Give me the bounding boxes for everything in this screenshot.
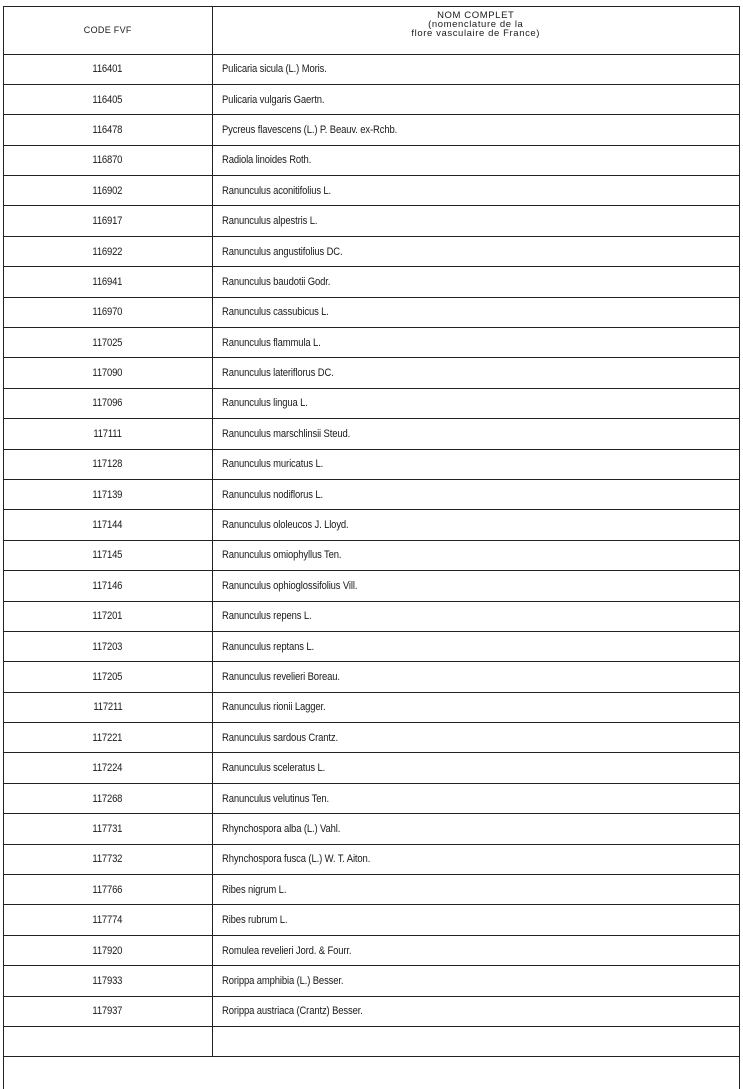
cell-code [4,449,212,479]
column-header-name-subtitle-1: (nomenclature de la [428,19,524,30]
species-name: Rorippa amphibia (L.) Besser. [221,974,343,987]
header-row [4,7,739,54]
cell-name [212,358,739,388]
species-name: Rhynchospora fusca (L.) W. T. Aiton. [221,853,370,866]
cell-name [212,84,739,114]
table-row [4,145,739,175]
code-value: 116405 [92,93,123,106]
table-row [4,176,739,206]
table-row [4,753,739,783]
cell-name [212,54,739,84]
table-row [4,115,739,145]
cell-name [212,449,739,479]
table-row [4,540,739,570]
cell-code [4,388,212,418]
code-value: 117128 [92,458,123,471]
table-row [4,631,739,661]
species-name: Ranunculus muricatus L. [221,458,323,471]
table-row [4,479,739,509]
species-table [4,7,739,1057]
code-value: 117774 [92,914,123,927]
table-row [4,601,739,631]
species-name: Romulea revelieri Jord. & Fourr. [221,944,351,957]
cell-code [4,84,212,114]
cell-code [4,419,212,449]
table-row [4,662,739,692]
code-value: 117025 [92,336,123,349]
table-row [4,996,739,1026]
cell-code [4,540,212,570]
code-value: 117920 [92,944,123,957]
species-name: Ranunculus ololeucos J. Lloyd. [221,519,349,532]
species-name: Radiola linoides Roth. [221,154,311,167]
code-value: 117211 [93,701,123,714]
cell-name [212,206,739,236]
cell-name [212,388,739,418]
code-value: 117933 [92,974,123,987]
cell-name [212,996,739,1026]
code-value: 117146 [92,579,123,592]
species-name: Ranunculus alpestris L. [221,215,317,228]
table-header [4,7,739,54]
species-name: Pulicaria vulgaris Gaertn. [221,93,324,106]
code-value: 117203 [92,640,123,653]
code-value: 117096 [92,397,123,410]
species-name: Ranunculus marschlinsii Steud. [221,427,350,440]
table-row [4,54,739,84]
table-row [4,723,739,753]
table-row [4,206,739,236]
cell-name [212,479,739,509]
table-row [4,328,739,358]
species-name: Ranunculus reptans L. [221,640,314,653]
table-row [4,510,739,540]
cell-code [4,723,212,753]
table-row [4,419,739,449]
cell-name [212,662,739,692]
cell-code [4,206,212,236]
cell-name [212,935,739,965]
column-header-name [212,7,739,54]
code-value: 116401 [92,63,123,76]
table-row [4,571,739,601]
cell-name [212,966,739,996]
table-row [4,935,739,965]
column-header-code: CODE FVF [4,7,212,54]
species-name: Ranunculus flammula L. [221,336,321,349]
cell-code [4,236,212,266]
cell-name [212,783,739,813]
cell-name [212,328,739,358]
cell-code [4,571,212,601]
code-value: 117766 [92,883,123,896]
cell-name [212,844,739,874]
species-name: Ranunculus revelieri Boreau. [221,671,340,683]
cell-name [212,267,739,297]
table-row [4,966,739,996]
code-value: 117111 [93,427,122,440]
code-value: 117224 [92,762,123,775]
species-name: Ranunculus cassubicus L. [221,306,329,319]
code-value: 117201 [92,610,123,623]
code-value: 117937 [92,1005,123,1018]
cell-name [212,145,739,175]
cell-name [212,875,739,905]
cell-name [212,510,739,540]
cell-name [212,814,739,844]
table-row [4,388,739,418]
cell-code [4,1027,212,1057]
cell-name [212,1027,739,1057]
table-row [4,358,739,388]
cell-name [212,601,739,631]
species-name: Ranunculus lateriflorus DC. [221,367,334,380]
cell-code [4,358,212,388]
code-value: 117205 [92,671,123,683]
code-value: 117144 [92,519,123,532]
table-row [4,875,739,905]
cell-code [4,54,212,84]
code-value: 117221 [92,731,123,744]
cell-name [212,236,739,266]
species-name: Ranunculus baudotii Godr. [221,275,330,288]
cell-code [4,601,212,631]
cell-code [4,905,212,935]
cell-code [4,783,212,813]
cell-code [4,875,212,905]
code-value: 116902 [92,184,123,197]
species-name: Ranunculus rionii Lagger. [221,701,326,714]
cell-name [212,753,739,783]
code-value: 117731 [92,822,123,835]
code-value: 117145 [92,549,123,562]
code-value: 117268 [92,792,123,805]
species-name: Pycreus flavescens (L.) P. Beauv. ex-Rchb. [221,123,397,136]
cell-code [4,692,212,722]
cell-code [4,662,212,692]
table-row [4,84,739,114]
cell-name [212,571,739,601]
cell-name [212,631,739,661]
cell-code [4,297,212,327]
species-name: Ranunculus nodiflorus L. [221,488,323,501]
cell-code [4,814,212,844]
cell-name [212,176,739,206]
code-value: 116917 [92,215,123,228]
table-row [4,783,739,813]
cell-name [212,115,739,145]
species-name: Ribes rubrum L. [221,914,287,927]
code-value: 116922 [92,245,123,258]
species-name: Ranunculus aconitifolius L. [221,184,331,197]
cell-code [4,935,212,965]
cell-code [4,753,212,783]
species-name: Ranunculus repens L. [221,610,311,623]
cell-code [4,176,212,206]
code-value: 116478 [92,123,123,136]
cell-code [4,996,212,1026]
table-row [4,814,739,844]
species-name: Ranunculus angustifolius DC. [221,245,342,258]
species-name: Pulicaria sicula (L.) Moris. [221,63,327,76]
table-row [4,236,739,266]
cell-code [4,328,212,358]
cell-name [212,692,739,722]
table-row [4,1027,739,1057]
cell-code [4,844,212,874]
table-body [4,54,739,1057]
cell-code [4,145,212,175]
species-name: Ranunculus lingua L. [221,397,308,410]
column-header-name-title: NOM COMPLET [437,10,515,21]
cell-code [4,267,212,297]
code-value: 116941 [92,275,123,288]
species-table-page [3,6,740,1089]
cell-code [4,510,212,540]
table-row [4,905,739,935]
species-name: Ranunculus sardous Crantz. [221,731,338,744]
code-value: 117732 [92,853,123,866]
cell-code [4,631,212,661]
code-value: 117090 [92,367,123,380]
column-header-name-subtitle-2: flore vasculaire de France) [411,28,541,39]
cell-name [212,723,739,753]
cell-code [4,479,212,509]
cell-name [212,905,739,935]
cell-code [4,966,212,996]
table-row [4,449,739,479]
table-row [4,297,739,327]
species-name: Rhynchospora alba (L.) Vahl. [221,822,340,835]
species-name: Ranunculus sceleratus L. [221,762,325,775]
species-name: Ribes nigrum L. [221,883,286,896]
code-value: 116870 [92,154,123,167]
species-name: Ranunculus velutinus Ten. [221,792,329,805]
species-name: Ranunculus ophioglossifolius Vill. [221,579,357,592]
code-value: 117139 [92,488,123,501]
table-row [4,692,739,722]
code-value: 116970 [92,306,123,319]
table-row [4,267,739,297]
cell-code [4,115,212,145]
species-name: Rorippa austriaca (Crantz) Besser. [221,1005,363,1018]
cell-name [212,540,739,570]
cell-name [212,419,739,449]
species-name: Ranunculus omiophyllus Ten. [221,549,341,562]
table-row [4,844,739,874]
cell-name [212,297,739,327]
